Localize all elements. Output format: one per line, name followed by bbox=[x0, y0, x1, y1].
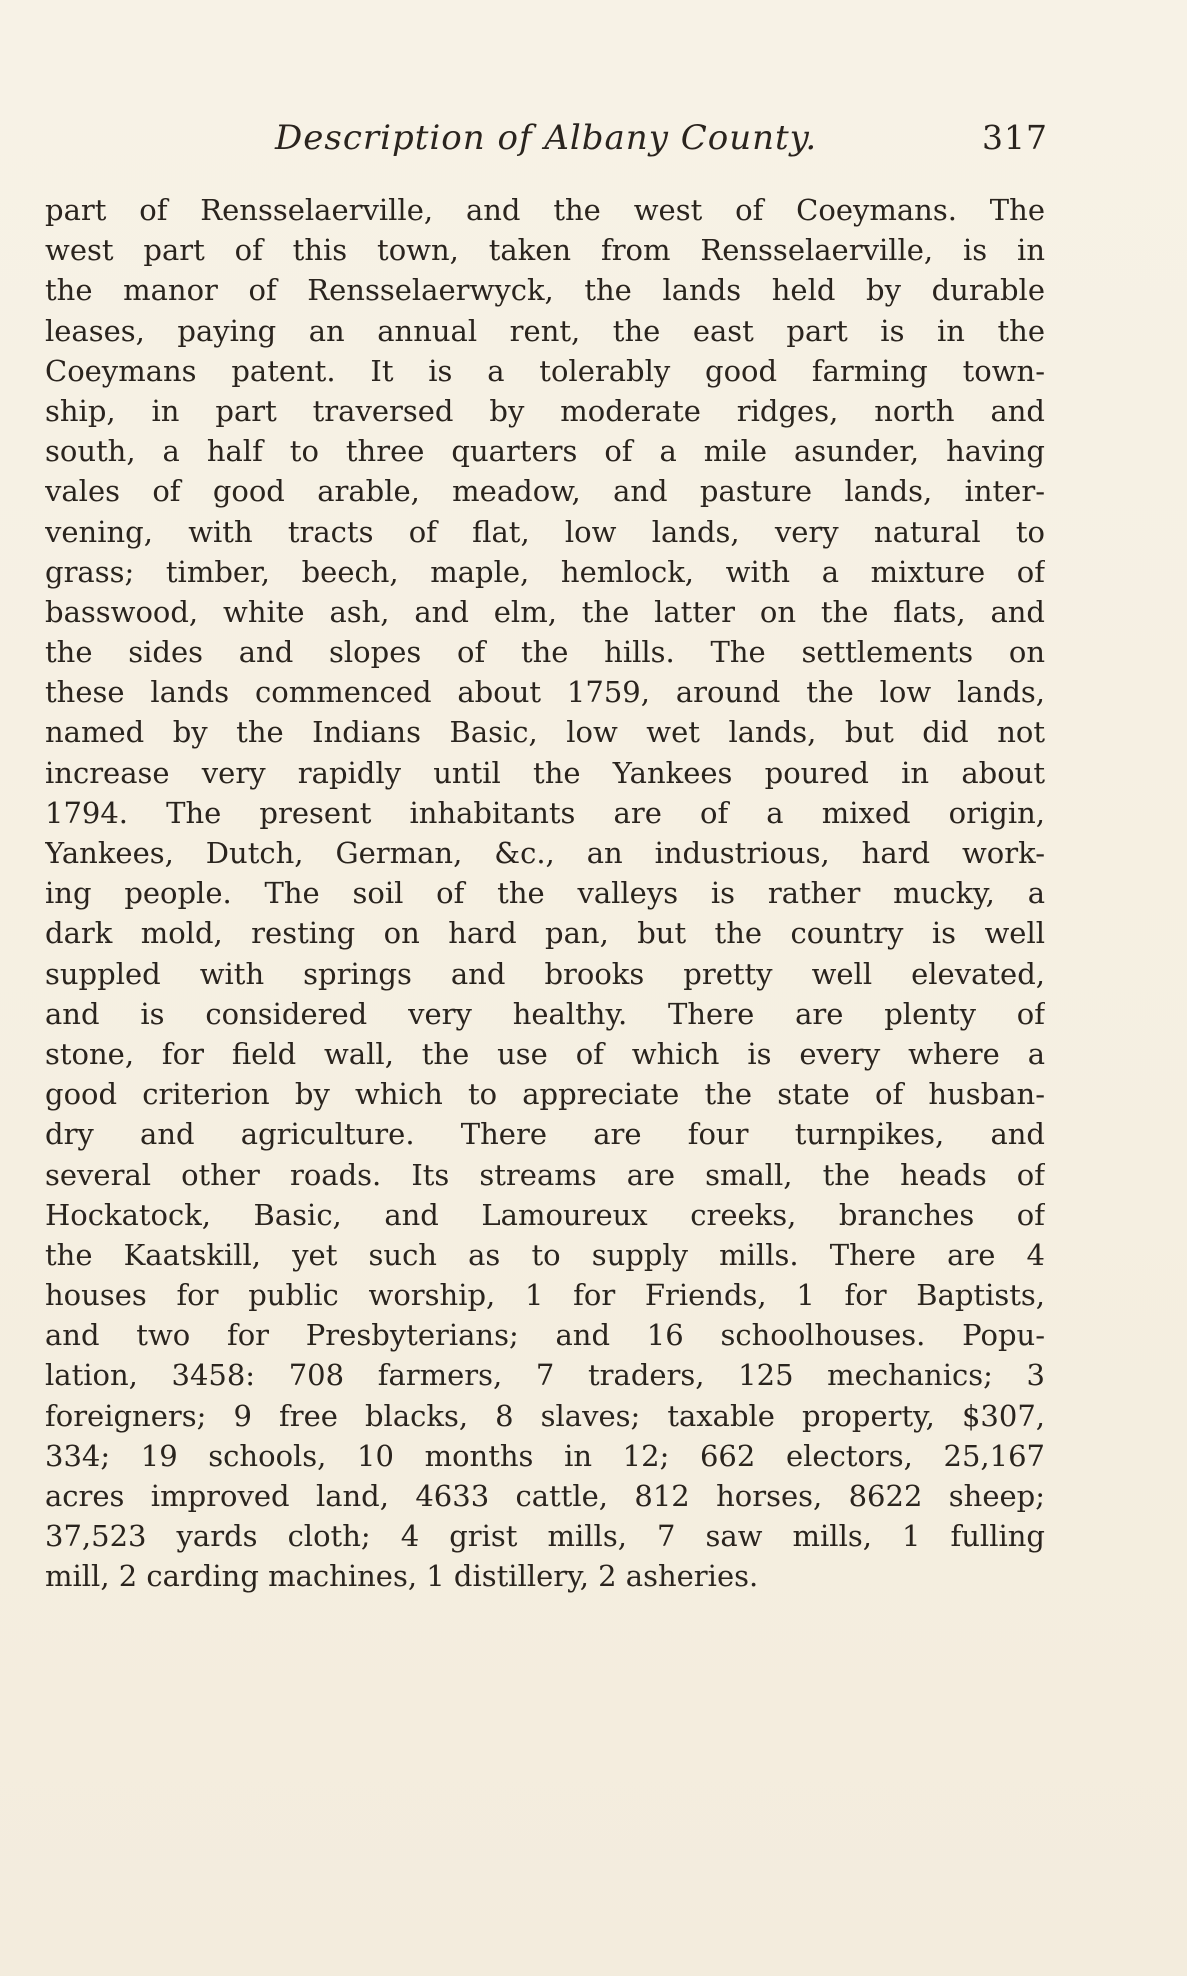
text-line: dark mold, resting on hard pan, but the country is well bbox=[45, 916, 1045, 951]
text-line: 334; 19 schools, 10 months in 12; 662 electors, 25,167 bbox=[45, 1438, 1045, 1473]
text-line: Yankees, Dutch, German, &c., an industrious, hard work- bbox=[45, 836, 1045, 870]
text-line: basswood, white ash, and elm, the latter on the flats, and bbox=[45, 594, 1045, 629]
text-line: dry and agriculture. There are four turnpikes, and bbox=[45, 1117, 1045, 1152]
text-line: lation, 3458: 708 farmers, 7 traders, 125 mechanics; 3 bbox=[45, 1358, 1045, 1393]
text-line: 1794. The present inhabitants are of a mixed origin, bbox=[45, 795, 1045, 830]
text-line: leases, paying an annual rent, the east part is in the bbox=[45, 313, 1045, 348]
text-line: the sides and slopes of the hills. The settlements on bbox=[45, 635, 1045, 670]
text-line: and two for Presbyterians; and 16 schoolhouses. Popu- bbox=[45, 1318, 1045, 1353]
text-line: foreigners; 9 free blacks, 8 slaves; taxable property, $307, bbox=[45, 1398, 1045, 1433]
text-line: increase very rapidly until the Yankees poured in about bbox=[45, 755, 1045, 790]
text-line: 37,523 yards cloth; 4 grist mills, 7 saw mills, 1 fulling bbox=[45, 1519, 1045, 1554]
text-line: mill, 2 carding machines, 1 distillery, 2 asheries. bbox=[45, 1559, 759, 1594]
text-line: these lands commenced about 1759, around the low lands, bbox=[45, 675, 1045, 710]
text-line: part of Rensselaerville, and the west of Coeymans. The bbox=[45, 193, 1045, 227]
text-line: stone, for field wall, the use of which is every where a bbox=[45, 1036, 1045, 1071]
text-line: houses for public worship, 1 for Friends, 1 for Baptists, bbox=[45, 1278, 1045, 1313]
text-line: good criterion by which to appreciate the state of husban- bbox=[45, 1077, 1045, 1112]
text-line: ing people. The soil of the valleys is rather mucky, a bbox=[45, 876, 1045, 911]
running-title: Description of Albany County. bbox=[275, 118, 818, 158]
text-line: Hockatock, Basic, and Lamoureux creeks, branches of bbox=[45, 1197, 1045, 1232]
text-line: acres improved land, 4633 cattle, 812 horses, 8622 sheep; bbox=[45, 1479, 1045, 1513]
text-line: and is considered very healthy. There are plenty of bbox=[45, 996, 1045, 1031]
text-line: Coeymans patent. It is a tolerably good farming town- bbox=[45, 353, 1045, 388]
page-number: 317 bbox=[982, 118, 1048, 157]
text-line: the manor of Rensselaerwyck, the lands held by durable bbox=[45, 273, 1045, 308]
text-line: several other roads. Its streams are small, the heads of bbox=[45, 1157, 1045, 1192]
text-line: vales of good arable, meadow, and pasture lands, inter- bbox=[45, 474, 1045, 509]
text-line: west part of this town, taken from Rensselaerville, is in bbox=[45, 233, 1045, 268]
text-line: named by the Indians Basic, low wet lands, but did not bbox=[45, 715, 1045, 750]
text-line: south, a half to three quarters of a mile asunder, having bbox=[45, 434, 1045, 469]
page-header bbox=[45, 118, 1048, 166]
text-line: vening, with tracts of flat, low lands, very natural to bbox=[45, 514, 1045, 549]
text-line: grass; timber, beech, maple, hemlock, with a mixture of bbox=[45, 554, 1045, 589]
text-line: the Kaatskill, yet such as to supply mills. There are 4 bbox=[45, 1237, 1045, 1272]
body-paragraph bbox=[45, 190, 1045, 1597]
text-line: ship, in part traversed by moderate ridges, north and bbox=[45, 393, 1045, 428]
text-line: suppled with springs and brooks pretty well elevated, bbox=[45, 956, 1045, 991]
